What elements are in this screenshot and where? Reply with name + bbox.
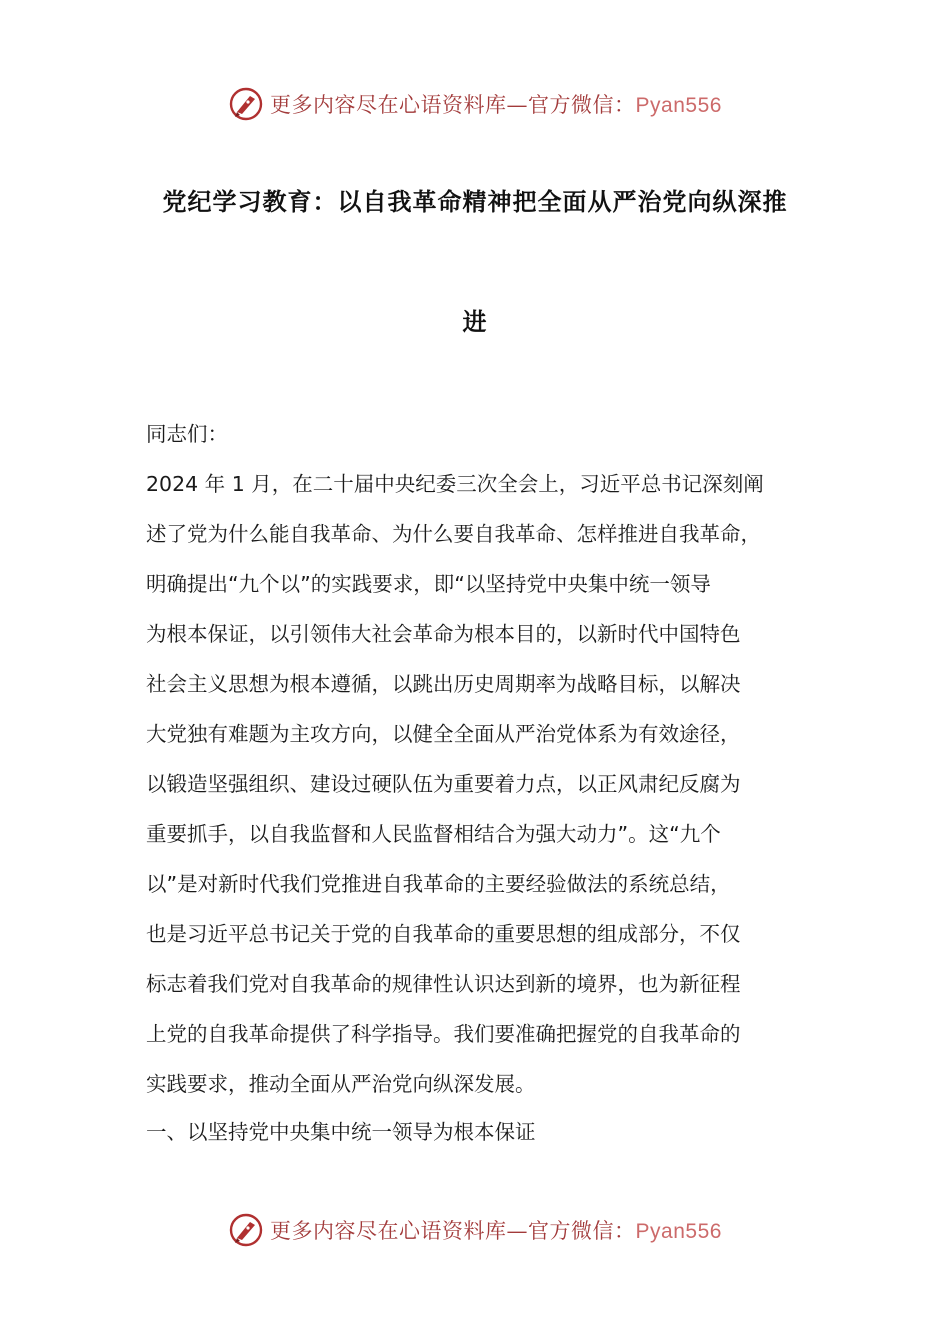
body-line: 为根本保证，以引领伟大社会革命为根本目的，以新时代中国特色 bbox=[146, 622, 741, 646]
banner-text bbox=[270, 1215, 722, 1245]
banner-contact: Pyan556 bbox=[635, 1220, 722, 1243]
banner-label: 更多内容尽在心语资料库—官方微信： bbox=[270, 1219, 636, 1243]
page-title-line-2: 进 bbox=[462, 308, 488, 336]
body-line: 也是习近平总书记关于党的自我革命的重要思想的组成部分，不仅 bbox=[146, 922, 741, 946]
body-line: 以锻造坚强组织、建设过硬队伍为重要着力点，以正风肃纪反腐为 bbox=[146, 772, 741, 796]
footer-banner bbox=[0, 1208, 950, 1252]
body-line: 实践要求，推动全面从严治党向纵深发展。 bbox=[146, 1072, 536, 1096]
body-line: 2024 年 1 月，在二十届中央纪委三次全会上，习近平总书记深刻阐 bbox=[146, 472, 764, 496]
page-title-line-1: 党纪学习教育：以自我革命精神把全面从严治党向纵深推 bbox=[162, 188, 788, 216]
pen-nib-logo-icon bbox=[228, 1212, 264, 1248]
body-line: 同志们： bbox=[146, 422, 228, 446]
body-line: 上党的自我革命提供了科学指导。我们要准确把握党的自我革命的 bbox=[146, 1022, 741, 1046]
body-line: 大党独有难题为主攻方向，以健全全面从严治党体系为有效途径， bbox=[146, 722, 741, 746]
banner-label: 更多内容尽在心语资料库—官方微信： bbox=[270, 93, 636, 117]
header-banner bbox=[0, 82, 950, 126]
banner-contact: Pyan556 bbox=[635, 94, 722, 117]
section-heading: 一、以坚持党中央集中统一领导为根本保证 bbox=[146, 1120, 536, 1144]
body-line: 述了党为什么能自我革命、为什么要自我革命、怎样推进自我革命， bbox=[146, 522, 761, 546]
banner-text bbox=[270, 89, 722, 119]
body-line: 明确提出“九个以”的实践要求，即“以坚持党中央集中统一领导 bbox=[146, 572, 711, 596]
body-line: 以”是对新时代我们党推进自我革命的主要经验做法的系统总结， bbox=[146, 872, 731, 896]
body-line: 重要抓手，以自我监督和人民监督相结合为强大动力”。这“九个 bbox=[146, 822, 721, 846]
pen-nib-logo-icon bbox=[228, 86, 264, 122]
body-line: 标志着我们党对自我革命的规律性认识达到新的境界，也为新征程 bbox=[146, 972, 741, 996]
body-line: 社会主义思想为根本遵循，以跳出历史周期率为战略目标，以解决 bbox=[146, 672, 741, 696]
